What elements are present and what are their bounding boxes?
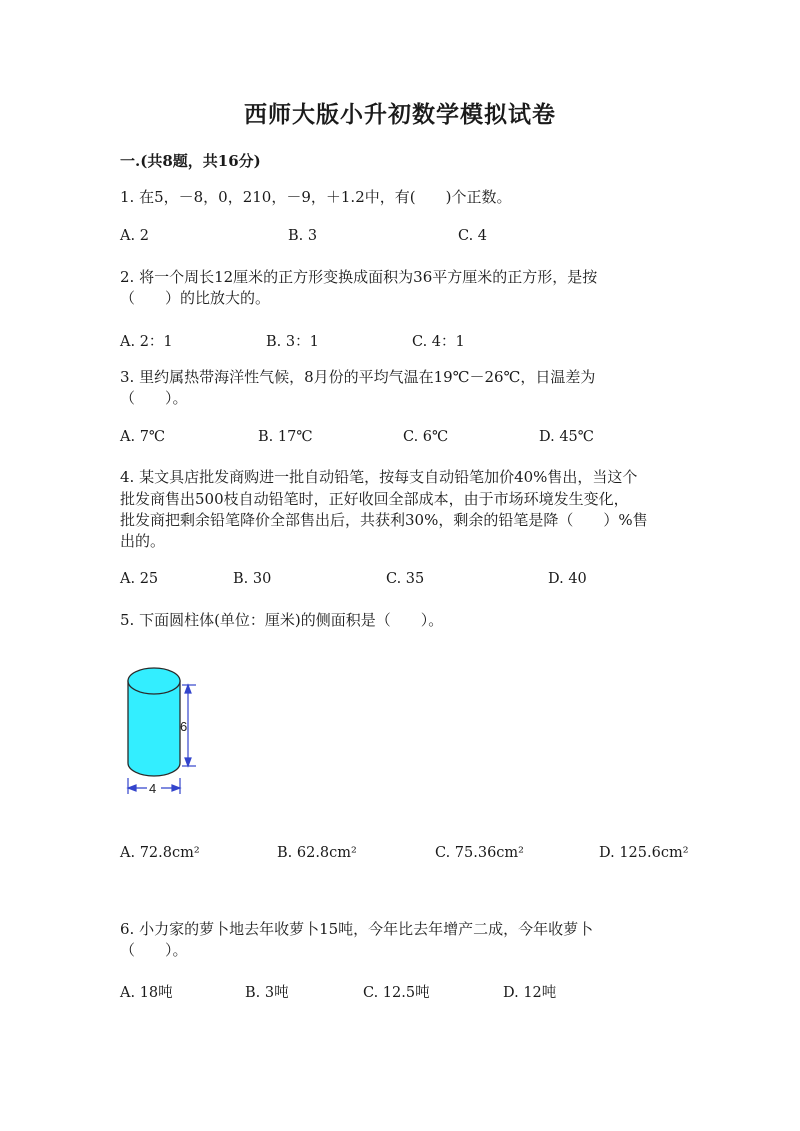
question-5-option-c[interactable]: C. 75.36cm² (435, 845, 524, 861)
question-3-text-line-2: （ ）。 (120, 389, 188, 407)
cylinder-top (128, 668, 180, 694)
question-1-text: 1. 在5，－8，0，210，－9，＋1.2中，有( )个正数。 (120, 188, 512, 206)
question-2-text-line-1: 2. 将一个周长12厘米的正方形变换成面积为36平方厘米的正方形，是按 (120, 268, 598, 286)
question-6-option-a[interactable]: A. 18吨 (120, 985, 173, 1001)
question-4-option-c[interactable]: C. 35 (386, 571, 425, 587)
question-1-option-c[interactable]: C. 4 (458, 228, 488, 244)
question-4-text-line-3: 批发商把剩余铅笔降价全部售出后，共获利30%，剩余的铅笔是降（ ）%售 (120, 511, 648, 529)
cylinder-body (128, 681, 180, 776)
question-4-text-line-4: 出的。 (120, 532, 166, 550)
question-3-option-b[interactable]: B. 17℃ (258, 429, 313, 445)
height-label: 6 (180, 719, 188, 734)
diameter-label: 4 (149, 781, 157, 796)
question-5-option-b[interactable]: B. 62.8cm² (277, 845, 357, 861)
question-6-option-d[interactable]: D. 12吨 (503, 985, 557, 1001)
question-5-option-d[interactable]: D. 125.6cm² (599, 845, 689, 861)
section-heading: 一.(共8题，共16分) (120, 152, 261, 170)
question-4-text-line-2: 批发商售出500枝自动铅笔时，正好收回全部成本，由于市场环境发生变化， (120, 490, 629, 508)
cylinder-diagram (118, 656, 228, 801)
question-1-option-a[interactable]: A. 2 (120, 228, 149, 244)
question-5-text: 5. 下面圆柱体(单位：厘米)的侧面积是（ ）。 (120, 611, 444, 629)
question-2-option-b[interactable]: B. 3：1 (266, 334, 319, 350)
question-4-text-line-1: 4. 某文具店批发商购进一批自动铅笔，按每支自动铅笔加价40%售出，当这个 (120, 468, 638, 486)
exam-title: 西师大版小升初数学模拟试卷 (244, 101, 556, 128)
question-6-option-b[interactable]: B. 3吨 (245, 985, 289, 1001)
question-1-option-b[interactable]: B. 3 (288, 228, 318, 244)
question-3-option-a[interactable]: A. 7℃ (120, 429, 166, 445)
question-4-option-a[interactable]: A. 25 (120, 571, 159, 587)
cylinder-figure (118, 656, 228, 805)
question-6-text-line-1: 6. 小力家的萝卜地去年收萝卜15吨，今年比去年增产二成，今年收萝卜 (120, 920, 594, 938)
question-2-option-a[interactable]: A. 2：1 (120, 334, 173, 350)
question-4-option-d[interactable]: D. 40 (548, 571, 587, 587)
question-3-option-c[interactable]: C. 6℃ (403, 429, 449, 445)
question-5-option-a[interactable]: A. 72.8cm² (120, 845, 200, 861)
question-4-option-b[interactable]: B. 30 (233, 571, 272, 587)
question-2-text-line-2: （ ）的比放大的。 (120, 289, 271, 307)
question-3-option-d[interactable]: D. 45℃ (539, 429, 594, 445)
question-6-option-c[interactable]: C. 12.5吨 (363, 985, 430, 1001)
question-3-text-line-1: 3. 里约属热带海洋性气候，8月份的平均气温在19℃－26℃，日温差为 (120, 368, 596, 386)
question-6-text-line-2: （ ）。 (120, 941, 188, 959)
question-2-option-c[interactable]: C. 4：1 (412, 334, 465, 350)
